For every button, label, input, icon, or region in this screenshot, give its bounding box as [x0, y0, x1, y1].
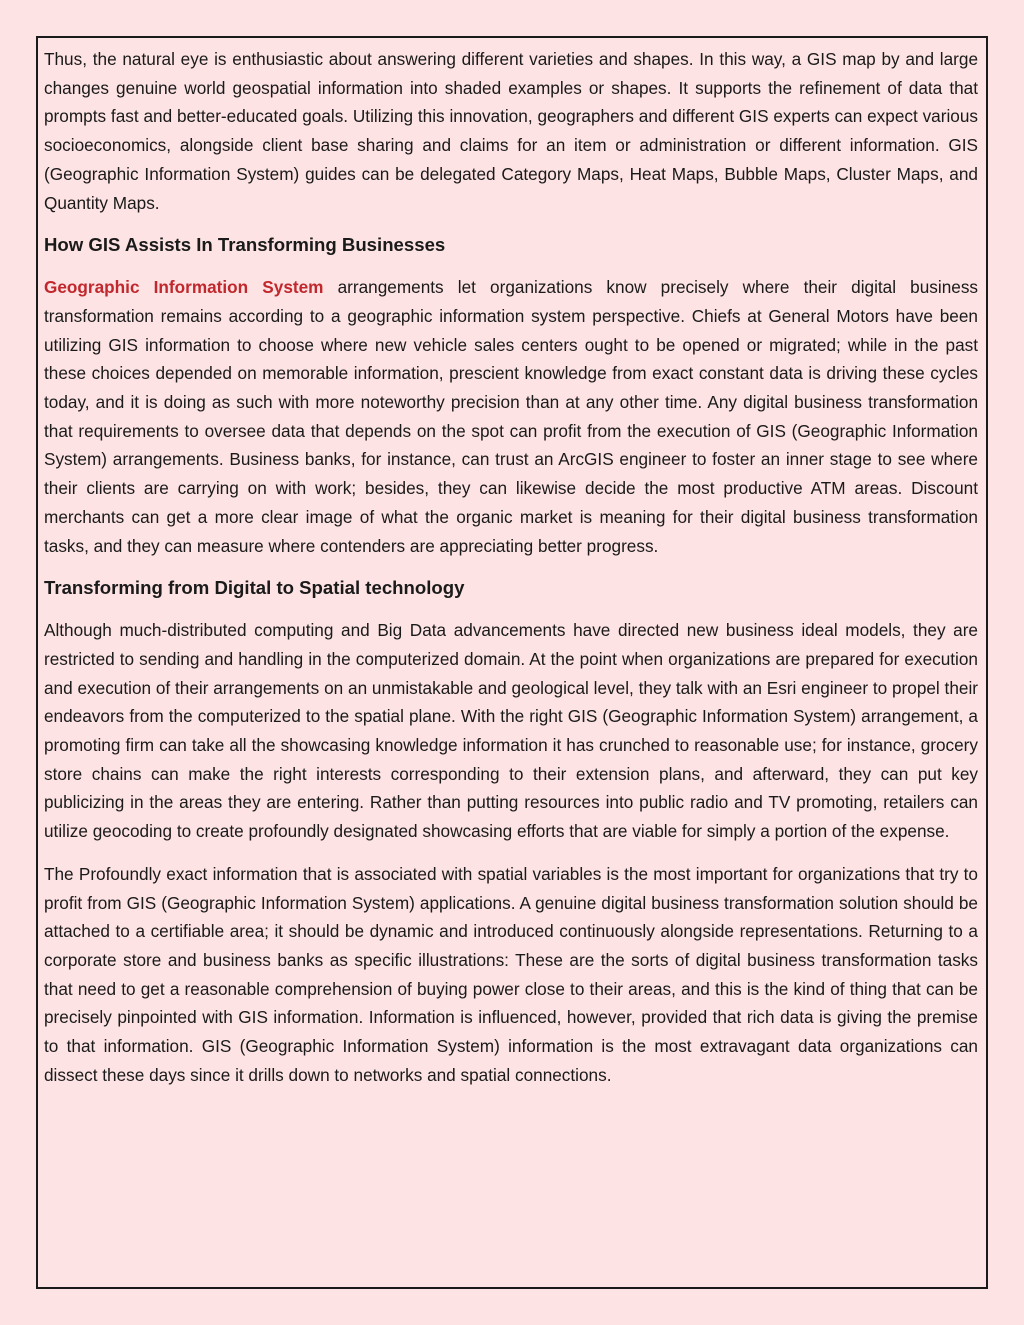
gis-highlight-link[interactable]: Geographic Information System [44, 277, 324, 298]
intro-paragraph: Thus, the natural eye is enthusiastic about answering different varieties and shapes. In this way, a GIS map by and large changes genuine world geospatial information into shaded examples or shapes. It supports the refinement of data that prompts fast and better-educated goals. Utilizing this innovation, geographers and different GIS experts can expect various socioeconomics, alongside client base sharing and claims for an item or administration or different information. GIS (Geographic Information System) guides can be delegated Category Maps, Heat Maps, Bubble Maps, Cluster Maps, and Quantity Maps. [44, 49, 978, 213]
section-1-body-text: arrangements let organizations know precisely where their digital business transformation remains according to a geographic information system perspective. Chiefs at General Motors have been utilizing GIS information to choose where new vehicle sales centers ought to be opened or migrated; while in the past these choices depended on memorable information, prescient knowledge from exact constant data is driving these cycles today, and it is doing as such with more noteworthy precision than at any other time. Any digital business transformation that requirements to oversee data that depends on the spot can profit from the execution of GIS (Geographic Information System) arrangements. Business banks, for instance, can trust an ArcGIS engineer to foster an inner stage to see where their clients are carrying on with work; besides, they can likewise decide the most productive ATM areas. Discount merchants can get a more clear image of what the organic market is meaning for their digital business transformation tasks, and they can measure where contenders are appreciating better progress. [44, 277, 979, 556]
section-heading-digital-to-spatial: Transforming from Digital to Spatial technology [44, 577, 465, 599]
section-2-paragraph-1: Although much-distributed computing and Big Data advancements have directed new business ideal models, they are restricted to sending and handling in the computerized domain. At the point when organizations are prepared for execution and execution of their arrangements on an unmistakable and geological level, they talk with an Esri engineer to propel their endeavors from the computerized to the spatial plane. With the right GIS (Geographic Information System) arrangement, a promoting firm can take all the showcasing knowledge information it has crunched to reasonable use; for instance, grocery store chains can make the right interests corresponding to their extension plans, and afterward, they can put key publicizing in the areas they are entering. Rather than putting resources into public radio and TV promoting, retailers can utilize geocoding to create profoundly designated showcasing efforts that are viable for simply a portion of the expense. [44, 620, 978, 842]
document-frame [36, 36, 988, 1289]
section-1-paragraph [44, 273, 978, 560]
section-2-paragraph-2: The Profoundly exact information that is associated with spatial variables is the most important for organizations that try to profit from GIS (Geographic Information System) applications. A genuine digital business transformation solution should be attached to a certifiable area; it should be dynamic and introduced continuously alongside representations. Returning to a corporate store and business banks as specific illustrations: These are the sorts of digital business transformation tasks that need to get a reasonable comprehension of buying power close to their areas, and this is the kind of thing that can be precisely pinpointed with GIS information. Information is influenced, however, provided that rich data is giving the premise to that information. GIS (Geographic Information System) information is the most extravagant data organizations can dissect these days since it drills down to networks and spatial connections. [44, 863, 978, 1085]
section-heading-gis-assists: How GIS Assists In Transforming Businesses [44, 234, 446, 256]
